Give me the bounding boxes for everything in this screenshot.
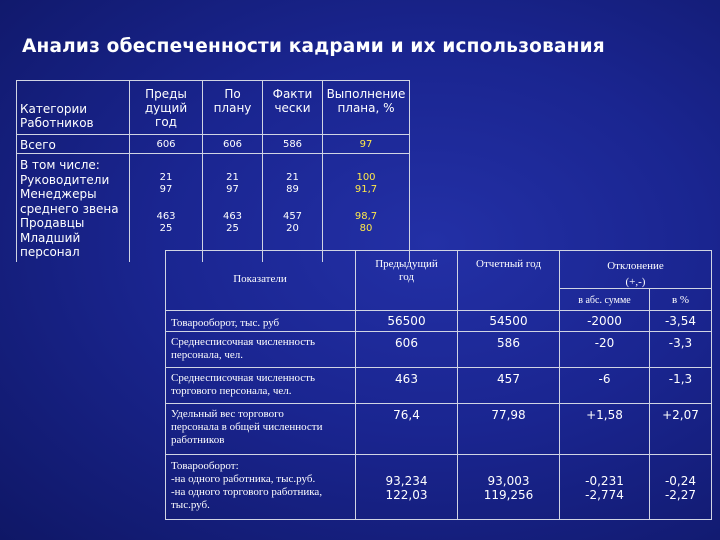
row-label-line: тыс.руб. — [171, 499, 210, 511]
header-previous-year — [356, 258, 457, 284]
header-category-line: Категории — [20, 102, 88, 116]
value-cell: 80 — [359, 223, 373, 234]
total-plan: 606 — [222, 139, 243, 150]
value-cell: 98,7 — [354, 211, 378, 222]
header-actual-line: чески — [274, 101, 311, 115]
row-label — [171, 460, 355, 512]
indicators-table — [165, 250, 712, 520]
staff-plan-table — [16, 80, 410, 262]
value-pct: -3,54 — [664, 314, 697, 328]
value-abs: +1,58 — [586, 408, 623, 422]
value-report: 54500 — [489, 314, 528, 328]
page-title: Анализ обеспеченности кадрами и их использования — [22, 36, 605, 57]
header-percent: в % — [671, 294, 690, 306]
value-report: 77,98 — [491, 408, 526, 422]
value-abs: -2000 — [587, 314, 622, 328]
grid-line — [165, 331, 712, 332]
row-label-line: Удельный вес торгового — [171, 408, 284, 420]
sub-execution-values — [323, 172, 409, 235]
grid-line — [165, 367, 712, 368]
header-prev-line: год — [155, 115, 177, 129]
header-prev-line: год — [398, 271, 415, 283]
row-label-line: -на одного работника, тыс.руб. — [171, 473, 316, 485]
subcategory-label: Менеджеры — [20, 187, 97, 201]
grid-line — [16, 153, 410, 154]
value-prev: 56500 — [387, 314, 426, 328]
subcategory-label: среднего звена — [20, 201, 119, 216]
value-cell: 21 — [159, 172, 173, 183]
sub-prev-values — [130, 172, 202, 235]
subcategory-label: персонал — [20, 245, 80, 259]
value-prev: 463 — [395, 372, 418, 386]
value-line: 93,234 — [385, 474, 428, 488]
row-label-line: работников — [171, 434, 225, 446]
value-cell: 463 — [222, 211, 243, 222]
value-cell: 89 — [286, 184, 299, 195]
value-cell: 463 — [156, 211, 176, 222]
header-category-line: Работников — [20, 116, 94, 130]
header-absolute: в абс. сумме — [578, 295, 631, 306]
value-prev: 76,4 — [393, 408, 420, 422]
value-abs: -20 — [594, 336, 615, 350]
value-cell: 91,7 — [354, 184, 378, 195]
row-label-line: Товарооборот, тыс. руб — [171, 317, 280, 329]
header-prev-line: Предыдущий — [375, 258, 438, 270]
row-label-line: -на одного торгового работника, — [171, 486, 323, 498]
total-execution: 97 — [359, 139, 373, 150]
value-abs — [560, 474, 649, 502]
header-prev-line: дущий — [144, 101, 188, 115]
grid-line — [16, 80, 17, 262]
grid-line — [165, 250, 712, 251]
header-indicators: Показатели — [233, 273, 287, 285]
row-label-line: Товарооборот: — [171, 460, 239, 472]
total-label: Всего — [20, 138, 56, 152]
grid-line — [165, 403, 712, 404]
header-exec-line: Выполнение — [326, 87, 406, 101]
subcategory-label: В том числе: — [20, 158, 100, 172]
row-label-line: персонала в общей численности — [171, 421, 323, 433]
value-cell: 25 — [226, 223, 239, 234]
header-plan-execution — [323, 87, 409, 115]
value-report: 586 — [497, 336, 520, 350]
header-plan-line: плану — [213, 101, 252, 115]
value-line: -0,231 — [585, 474, 624, 488]
value-abs: -6 — [598, 372, 611, 386]
value-report — [458, 474, 559, 502]
value-pct: +2,07 — [662, 408, 699, 422]
row-label — [171, 336, 355, 362]
value-pct — [650, 474, 711, 502]
subcategory-label: Продавцы — [20, 216, 85, 230]
total-actual: 586 — [282, 139, 303, 150]
value-line: 93,003 — [487, 474, 530, 488]
header-prev-line: Преды — [145, 87, 187, 101]
value-cell: 25 — [159, 223, 173, 234]
value-cell: 457 — [282, 211, 303, 222]
subcategory-label: Руководители — [20, 172, 110, 187]
value-pct: -1,3 — [668, 372, 693, 386]
row-label — [171, 317, 355, 330]
grid-line — [165, 250, 166, 520]
header-actual — [263, 87, 322, 115]
header-plan-line: По — [224, 87, 241, 101]
value-cell: 97 — [226, 184, 239, 195]
header-category — [20, 102, 128, 130]
value-cell: 21 — [226, 172, 239, 183]
header-deviation-line: (+,-) — [625, 276, 646, 288]
value-cell: 20 — [286, 223, 299, 234]
row-label-line: Среднесписочная численность — [171, 372, 316, 384]
grid-line — [165, 310, 712, 311]
value-cell: 21 — [286, 172, 299, 183]
grid-line — [711, 250, 712, 520]
value-pct: -3,3 — [668, 336, 693, 350]
value-cell: 97 — [159, 184, 173, 195]
value-line: -2,774 — [585, 488, 624, 502]
header-deviation — [560, 258, 711, 290]
total-prev: 606 — [156, 139, 176, 150]
value-prev — [356, 474, 457, 502]
sub-plan-values — [203, 172, 262, 235]
grid-line — [16, 134, 410, 135]
value-cell: 100 — [356, 172, 376, 183]
value-line: 122,03 — [385, 488, 428, 502]
value-report: 457 — [497, 372, 520, 386]
value-prev: 606 — [395, 336, 418, 350]
header-actual-line: Факти — [272, 87, 313, 101]
grid-line — [409, 80, 410, 262]
value-line: 119,256 — [483, 488, 534, 502]
row-label-line: Среднесписочная численность — [171, 336, 316, 348]
header-exec-line: плана, % — [337, 101, 395, 115]
value-line: -2,27 — [664, 488, 697, 502]
row-label-line: персонала, чел. — [171, 349, 244, 361]
header-deviation-line: Отклонение — [607, 260, 664, 272]
row-label — [171, 408, 355, 447]
row-label — [171, 372, 355, 398]
header-previous-year — [130, 87, 202, 129]
header-report-year: Отчетный год — [476, 258, 541, 270]
grid-line — [165, 454, 712, 455]
subcategory-labels — [20, 158, 144, 260]
sub-actual-values — [263, 172, 322, 235]
subcategory-label: Младший — [20, 230, 81, 245]
grid-line — [165, 519, 712, 520]
row-label-line: торгового персонала, чел. — [171, 385, 292, 397]
grid-line — [16, 80, 410, 81]
header-plan — [203, 87, 262, 115]
value-line: -0,24 — [664, 474, 697, 488]
